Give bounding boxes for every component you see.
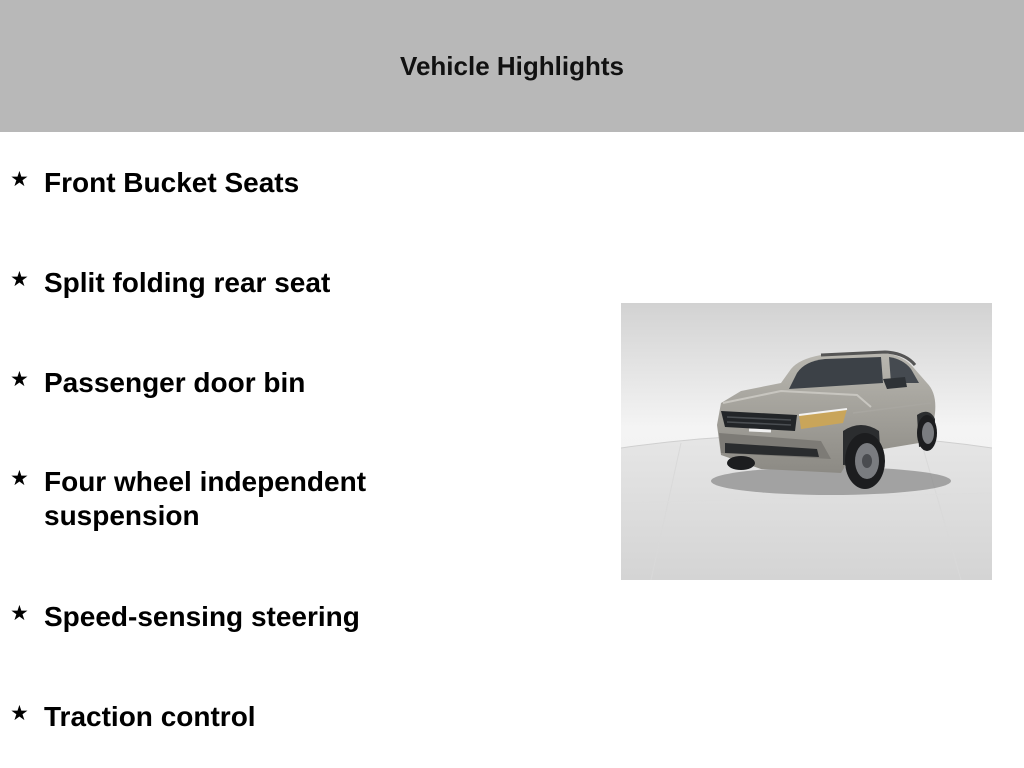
highlight-label: Split folding rear seat (44, 267, 331, 298)
star-icon: ★ (10, 602, 29, 625)
highlight-label: Passenger door bin (44, 367, 306, 398)
vehicle-photo (621, 303, 992, 580)
star-icon: ★ (10, 467, 29, 490)
highlight-label: Four wheel independent suspension (44, 466, 367, 531)
highlight-label: Speed-sensing steering (44, 601, 360, 632)
highlight-label: Traction control (44, 701, 256, 732)
star-icon: ★ (10, 268, 29, 291)
star-icon: ★ (10, 168, 29, 191)
page-title: Vehicle Highlights (400, 51, 624, 81)
star-icon: ★ (10, 368, 29, 391)
star-icon: ★ (10, 702, 29, 725)
highlight-label: Front Bucket Seats (44, 167, 300, 198)
